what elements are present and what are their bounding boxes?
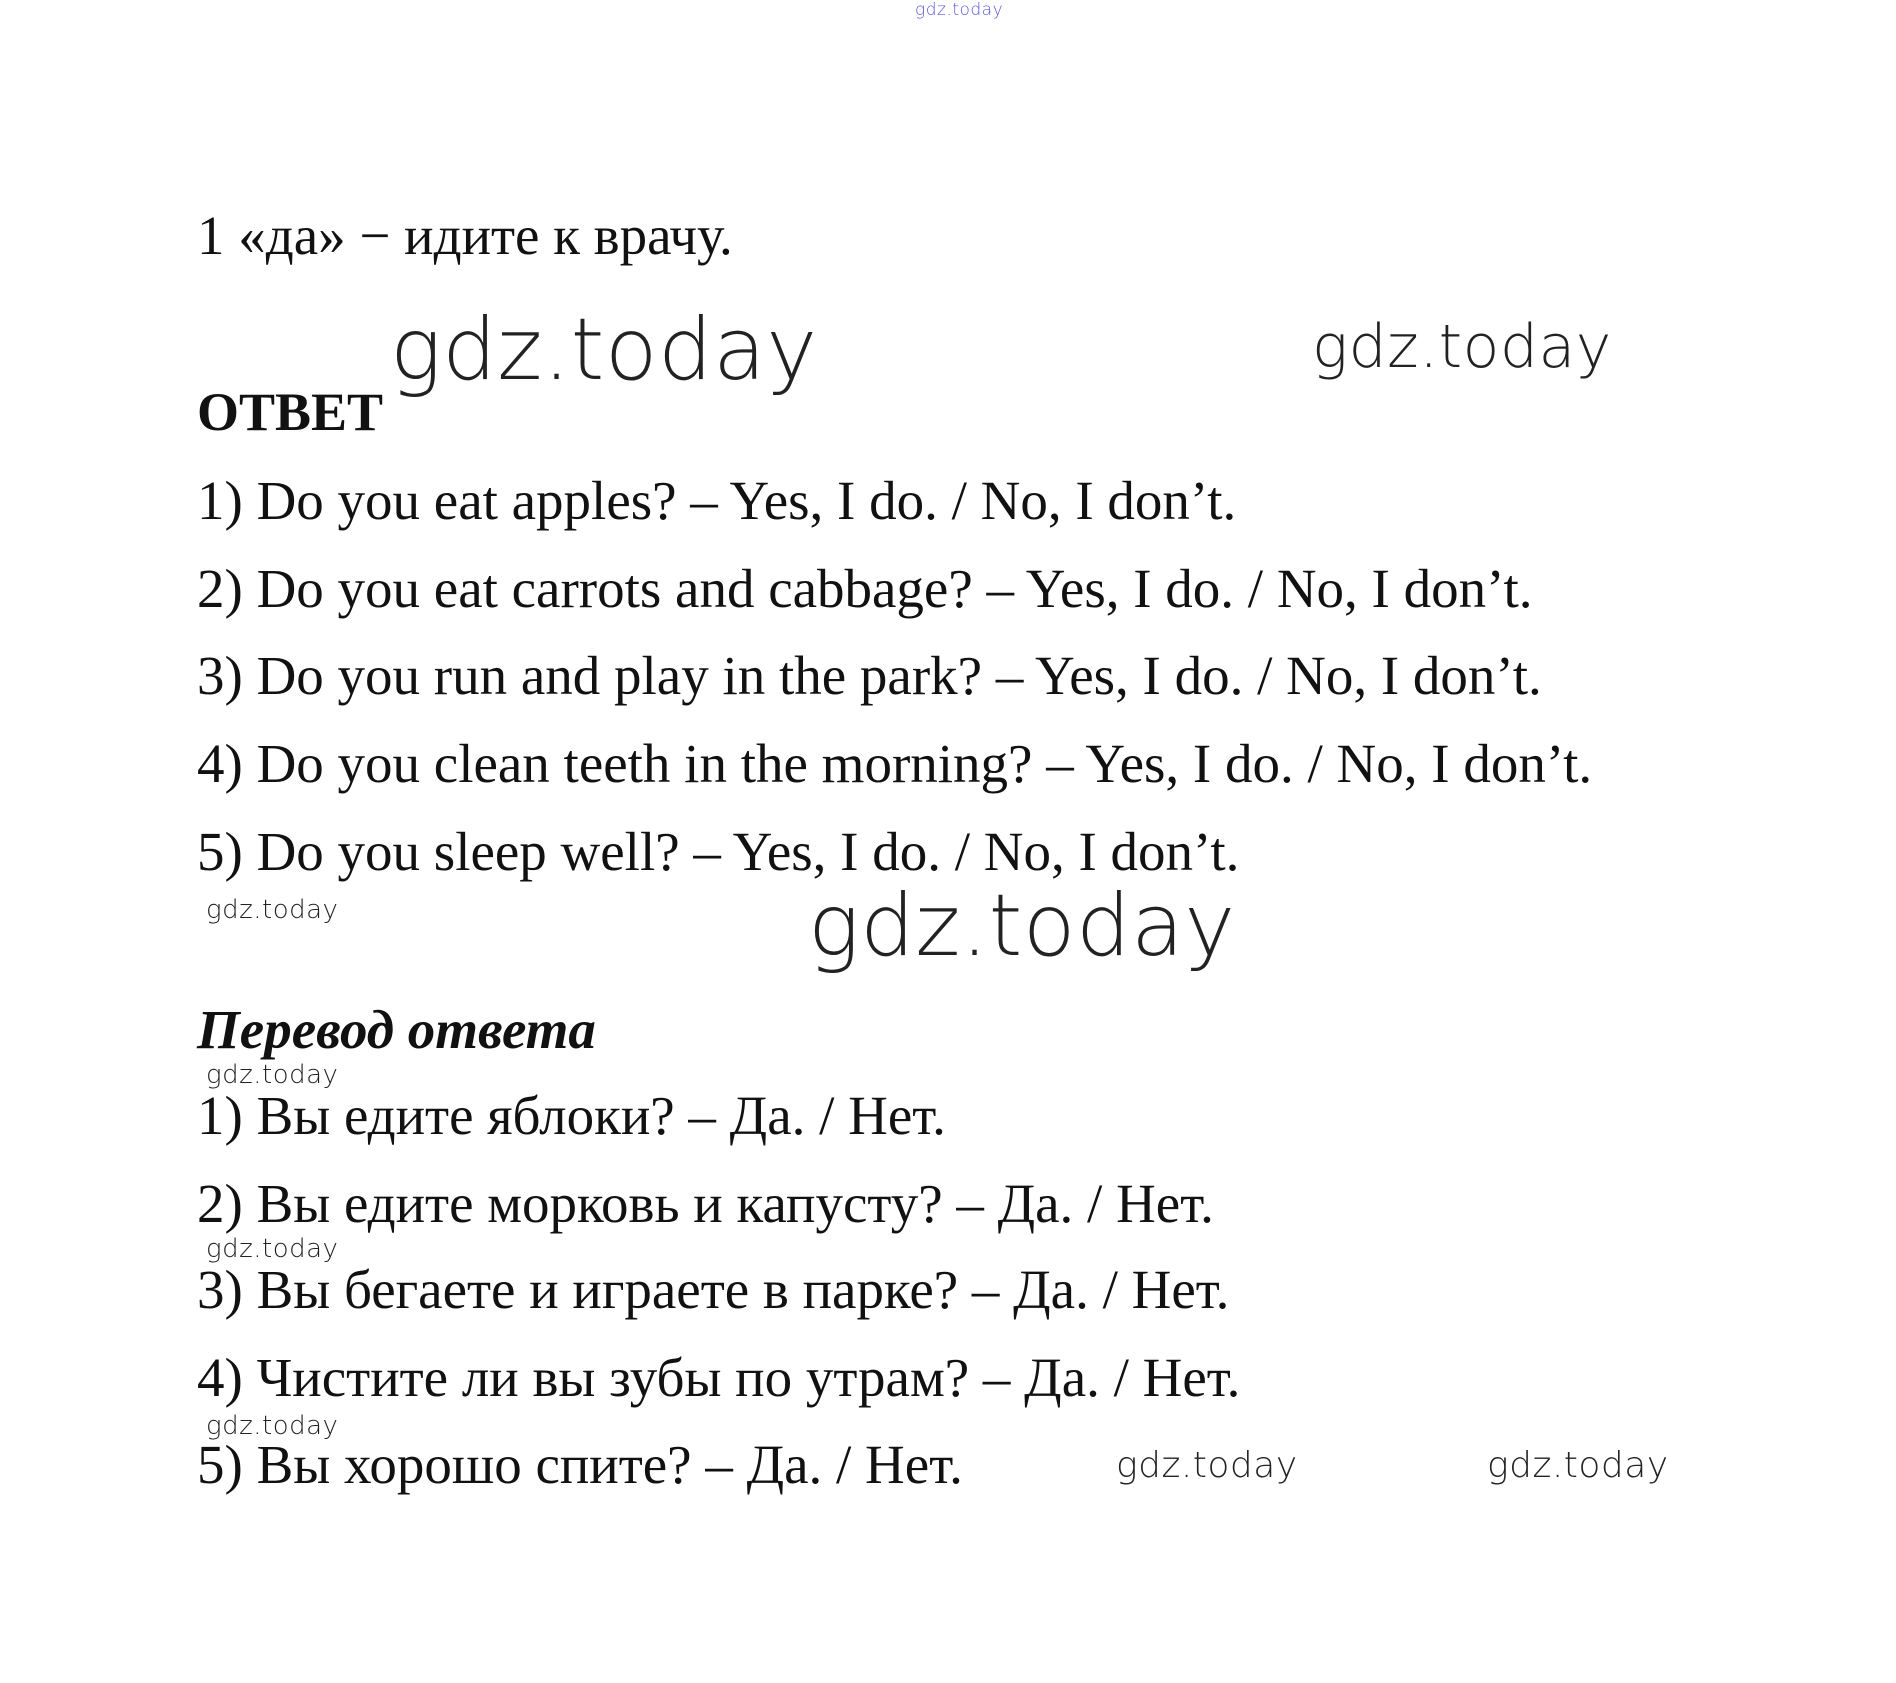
watermark-medium-2: gdz.today (1116, 1445, 1298, 1486)
answer-item-3: 3) Do you run and play in the park? – Yes, I do. / No, I don’t. (197, 645, 1542, 706)
translation-item-1: 1) Вы едите яблоки? – Да. / Нет. (197, 1085, 946, 1146)
translation-item-4: 4) Чистите ли вы зубы по утрам? – Да. / Нет. (197, 1347, 1241, 1408)
watermark-top: gdz.today (915, 0, 1004, 20)
answer-heading: ОТВЕТ (197, 382, 384, 442)
translation-item-2: 2) Вы едите морковь и капусту? – Да. / Нет. (197, 1173, 1214, 1234)
watermark-small-3: gdz.today (206, 1234, 339, 1264)
watermark-small-1: gdz.today (206, 895, 339, 925)
answer-item-4: 4) Do you clean teeth in the morning? – Yes, I do. / No, I don’t. (197, 733, 1593, 794)
intro-line: 1 «да» − идите к врачу. (197, 205, 733, 266)
translation-heading: Перевод ответа (197, 999, 596, 1060)
translation-item-3: 3) Вы бегаете и играете в парке? – Да. / Нет. (197, 1259, 1230, 1320)
watermark-medium-1: gdz.today (1312, 312, 1612, 382)
watermark-medium-3: gdz.today (1487, 1445, 1669, 1486)
watermark-large-2: gdz.today (808, 876, 1236, 976)
answer-item-1: 1) Do you eat apples? – Yes, I do. / No, I don’t. (197, 470, 1237, 531)
answer-item-2: 2) Do you eat carrots and cabbage? – Yes, I do. / No, I don’t. (197, 558, 1533, 619)
answer-item-5: 5) Do you sleep well? – Yes, I do. / No, I don’t. (197, 821, 1240, 882)
watermark-small-2: gdz.today (206, 1060, 339, 1090)
translation-item-5: 5) Вы хорошо спите? – Да. / Нет. (197, 1434, 963, 1495)
watermark-large-1: gdz.today (390, 300, 818, 400)
watermark-small-4: gdz.today (206, 1411, 339, 1441)
